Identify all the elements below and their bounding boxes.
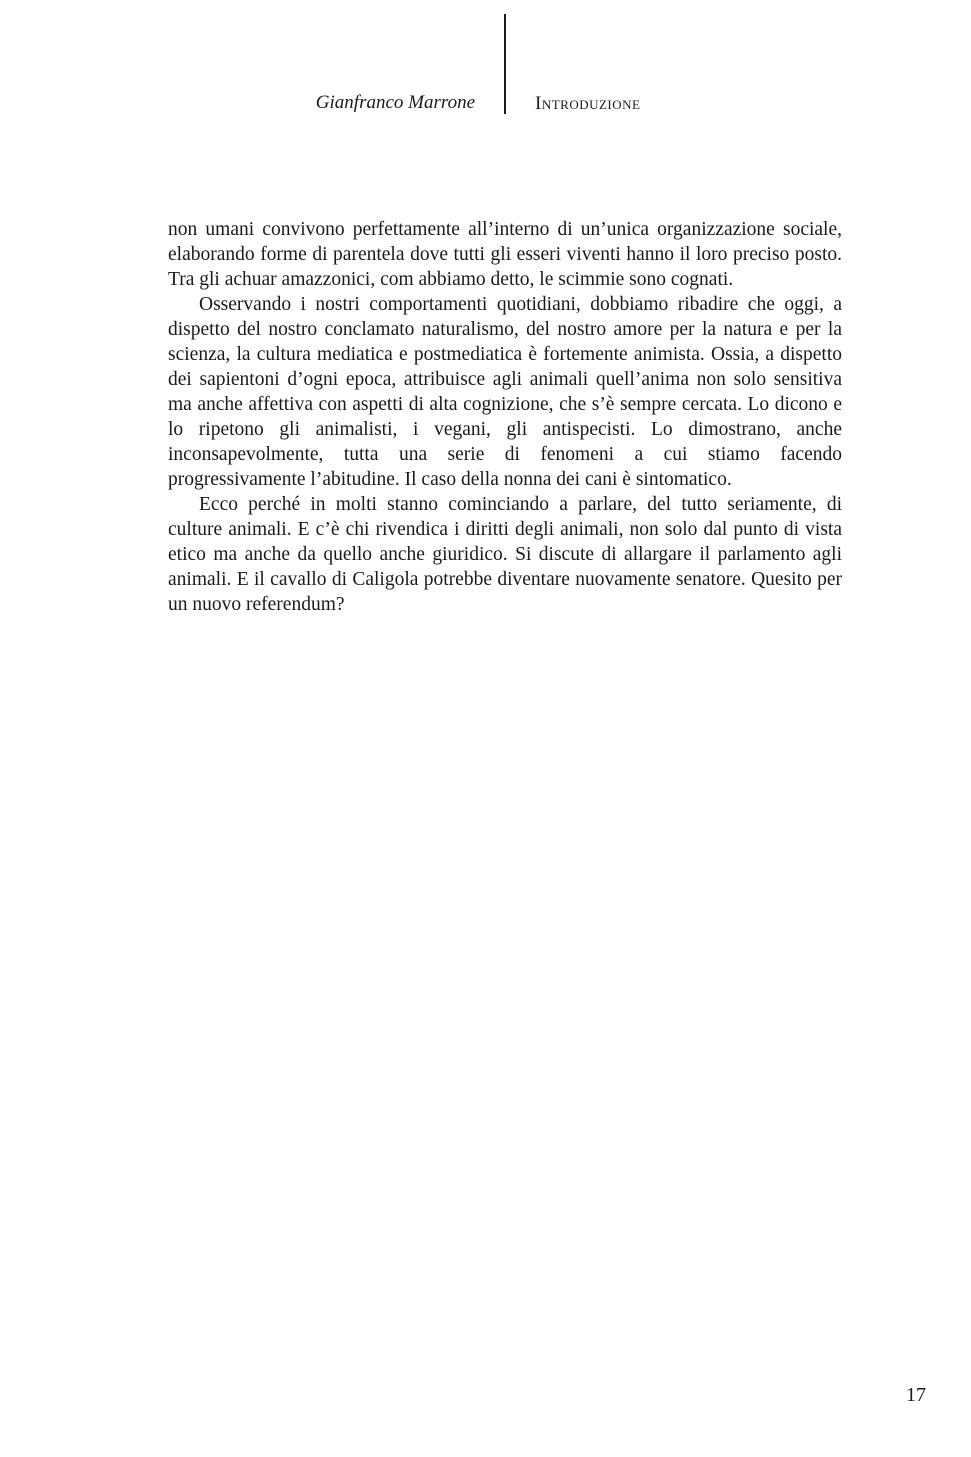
paragraph-3: Ecco perché in molti stanno cominciando a parlare, del tutto seriamente, di culture animali. E c’è chi rivendica i diritti degli animali, non solo dal punto di vista etico ma anche da quello anche giuridico. Si discute di allargare il parlamento agli animali. E il cavallo di Caligola potrebbe diventare nuovamente senatore. Quesito per un nuovo referendum? — [168, 494, 842, 615]
paragraph-2: Osservando i nostri comportamenti quotidiani, dobbiamo ribadire che oggi, a dispetto del nostro conclamato naturalismo, del nostro amore per la natura e per la scienza, la cultura mediatica e postmediatica è fortemente animista. Ossia, a dispetto dei sapientoni d’ogni epoca, attribuisce agli animali quell’anima non solo sensitiva ma anche affettiva con aspetti di alta cognizione, che s’è sempre cercata. Lo dicono e lo ripetono gli animalisti, i vegani, gli antispecisti. Lo dimostrano, anche inconsapevolmente, tutta una serie di fenomeni a cui stiamo facendo progressivamente l’abitudine. Il caso della nonna dei cani è sintomatico. — [168, 294, 842, 490]
header-divider — [504, 14, 506, 114]
page-number: 17 — [906, 1384, 926, 1406]
running-head-author: Gianfranco Marrone — [315, 92, 475, 113]
running-head-section: Introduzione — [535, 93, 641, 114]
paragraph-1: non umani convivono perfettamente all’interno di un’unica organizzazione sociale, elaborando forme di parentela dove tutti gli esseri viventi hanno il loro preciso posto. Tra gli achuar amazzonici, com abbiamo detto, le scimmie sono cognati. — [168, 219, 842, 290]
body-text — [168, 217, 842, 617]
